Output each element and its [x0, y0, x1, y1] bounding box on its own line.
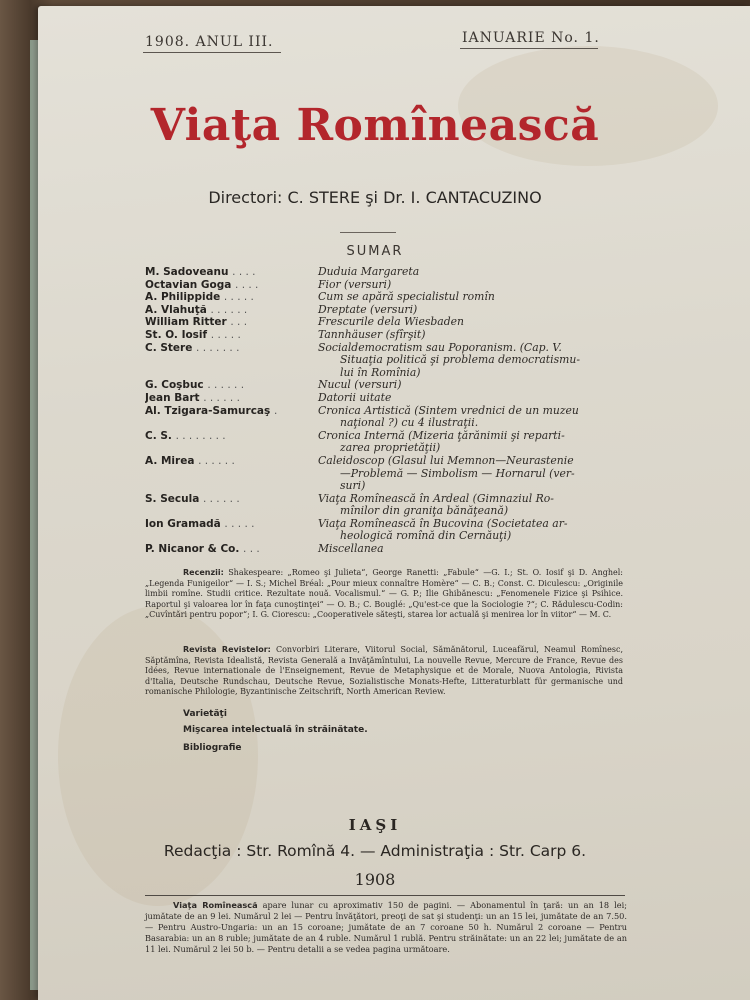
toc-entry — [145, 543, 645, 556]
toc-leader-dots: . — [273, 404, 278, 417]
toc-author — [145, 342, 318, 380]
toc-author — [145, 379, 318, 392]
toc-author-name: Al. Tzigara-Samurcaş — [145, 404, 271, 417]
toc-author — [145, 266, 318, 279]
toc-leader-dots: . . . . . . . — [196, 341, 240, 354]
toc-leader-dots: . . . . — [235, 278, 259, 291]
toc-leader-dots: . . . . . — [223, 291, 254, 304]
toc-entry — [145, 405, 645, 430]
toc-work-line: —Problemă — Simbolism — Hornarul (ver- — [340, 466, 575, 480]
toc-work-title — [318, 329, 645, 342]
toc-entry — [145, 455, 645, 493]
toc-author-name: C. Stere — [145, 341, 193, 354]
toc-entry — [145, 392, 645, 405]
toc-leader-dots: . . . . — [232, 266, 256, 278]
toc-work-title — [318, 405, 645, 430]
section-bibliografie: Bibliografie — [183, 743, 242, 753]
toc-leader-dots: . . . . . . — [203, 391, 240, 404]
toc-author — [145, 405, 318, 430]
toc-leader-dots: . . . . . — [224, 517, 255, 530]
toc-work-line: heologică romînă din Cernăuţi) — [340, 529, 512, 543]
toc-work-line: Frescurile dela Wiesbaden — [318, 315, 464, 329]
toc-work-line: Miscellanea — [318, 542, 384, 556]
toc-work-line: Cronica Internă (Mizeria ţărănimii şi reparti- — [318, 428, 565, 442]
toc-entry — [145, 291, 645, 304]
toc-leader-dots: . . . . . . — [198, 454, 235, 467]
footnote-lead: Viaţa Romînească — [173, 900, 258, 910]
toc-author-name: Ion Gramadă — [145, 517, 221, 530]
toc-work-line: mînilor din graniţa bănăţeană) — [340, 504, 509, 518]
toc-work-title — [318, 430, 645, 455]
toc-author-name: Octavian Goga — [145, 278, 232, 291]
toc-author-name: M. Sadoveanu — [145, 266, 229, 278]
toc-work-line: Socialdemocratism sau Poporanism. (Cap. V. — [318, 340, 562, 354]
toc-author — [145, 455, 318, 493]
toc-author — [145, 279, 318, 292]
toc-work-line: suri) — [340, 479, 366, 493]
toc-work-title — [318, 291, 645, 304]
toc-leader-dots: . . . — [243, 543, 260, 556]
toc-work-line: Dreptate (versuri) — [318, 302, 418, 316]
toc-author — [145, 430, 318, 455]
recenzii-label: Recenzii: — [183, 568, 224, 577]
footnote-rule — [145, 895, 625, 896]
toc-work-line: Datorii uitate — [318, 390, 392, 404]
toc-author-name: Jean Bart — [145, 391, 200, 404]
toc-entry — [145, 329, 645, 342]
toc-author-name: G. Coşbuc — [145, 379, 204, 392]
toc-work-line: Viaţa Romînească în Ardeal (Gimnaziul Ro- — [318, 491, 554, 505]
toc-author — [145, 316, 318, 329]
section-varietati: Varietăţi — [183, 709, 227, 719]
toc-work-title — [318, 392, 645, 405]
toc-work-line: lui în Romînia) — [340, 365, 421, 379]
toc-leader-dots: . . . . . . — [210, 303, 248, 316]
header-rule-right — [460, 48, 598, 49]
imprint-year: 1908 — [354, 870, 396, 889]
toc-work-line: Cum se apără specialistul romîn — [318, 290, 495, 304]
toc-author — [145, 304, 318, 317]
subscription-footnote — [145, 900, 627, 955]
toc-author — [145, 291, 318, 304]
toc-author-name: A. Vlahuţă — [145, 303, 207, 316]
toc-entry — [145, 342, 645, 380]
toc-author — [145, 329, 318, 342]
toc-work-line: Cronica Artistică (Sintem vrednici de un muzeu — [318, 403, 579, 417]
toc-leader-dots: . . . — [230, 316, 248, 329]
toc-author — [145, 543, 318, 556]
toc-work-line: Fior (versuri) — [318, 277, 392, 291]
toc-author-name: S. Secula — [145, 492, 200, 505]
toc-author-name: A. Philippide — [145, 291, 221, 304]
recenzii-block — [145, 568, 623, 621]
imprint-city: IAŞI — [348, 816, 402, 834]
toc-author — [145, 493, 318, 518]
issue-year-volume: 1908. ANUL III. — [145, 34, 274, 50]
sumar-heading: SUMAR — [346, 244, 404, 259]
toc-leader-dots: . . . . . — [210, 328, 241, 341]
toc-work-line: Caleidoscop (Glasul lui Memnon—Neurastenie — [318, 453, 574, 467]
toc-leader-dots: . . . . . . . . — [175, 429, 226, 442]
directors-line: Directori: C. STERE şi Dr. I. CANTACUZINO — [208, 188, 542, 207]
recenzii-text: Shakespeare: „Romeo şi Julieta“, George Ranetti: „Fabule“ —G. I.; St. O. Iosif şi D. Anghel: „Legenda Funigeilor“ — I. S.; Michel Bréal: „Pour mieux connaître Homère“ — C. B.; Const. C. Diculescu: „Originile limbii romîne. Studii critice. Rezultate nouă. Vocalismul.“ — G. P.; Ilie Ghibănescu: „Fenomenele Fizice şi Psihice. Raportul şi valoarea lor în faţa cunoştinţei“ — O. B.; C. Bouglé: „Qu'est-ce que la Sociologie ?“; C. Rădulescu-Codin: „Cuvîntări pentru popor“; I. G. Ciorescu: „Cooperativele săteşti, starea lor actuală şi menirea lor în viitor“ — M. C. — [145, 568, 623, 620]
table-of-contents — [145, 266, 645, 556]
toc-work-title — [318, 518, 645, 543]
toc-work-title — [318, 266, 645, 279]
toc-author-name: A. Mirea — [145, 454, 195, 467]
toc-entry — [145, 430, 645, 455]
toc-work-line: Viaţa Romînească în Bucovina (Societatea ar- — [318, 516, 568, 530]
toc-work-line: Tannhäuser (sfîrşit) — [318, 327, 426, 341]
footnote-text: apare lunar cu aproximativ 150 de pagini. — Abonamentul în ţară: un an 18 lei; jumătate de an 9 lei. Numărul 2 lei — Pentru învăţători, preoţi de sat şi studenţi: un an 15 lei, jumătate de an 7.50. — Pentru Austro-Ungaria: un an 15 coroane; jumătate de an 7 coroane 50 h. Numărul 2 coroane — Pentru Basarabia: un an 8 ruble; jumătate de an 4 ruble. Numărul 1 rublă. Pentru străinătate: un an 22 lei; jumătate de an 11 lei. Numărul 2 lei 50 b. — Pentru detalii a se vedea pagina următoare. — [145, 900, 627, 954]
imprint-address: Redacţia : Str. Romînă 4. — Administraţia : Str. Carp 6. — [163, 842, 587, 860]
toc-entry — [145, 518, 645, 543]
toc-work-line: zarea proprietăţii) — [340, 441, 441, 455]
header-rule-left — [143, 52, 281, 53]
toc-author-name: St. O. Iosif — [145, 328, 208, 341]
toc-leader-dots: . . . . . . — [207, 379, 245, 392]
toc-author — [145, 518, 318, 543]
toc-entry — [145, 379, 645, 392]
revista-text: Convorbiri Literare, Viitorul Social, Sămănătorul, Luceafărul, Neamul Romînesc, Săptămîna, Revista Idealistă, Revista Generală a Invăţămîntului, La nouvelle Revue, Mercure de France, Revue des Idées, Revue internationale de l'Enseignement, Revue de Metaphysique et de Morale, Nuova Antologia, Rivista d'Italia, Deutsche Rundschau, Deutsche Revue, Sozialistische Monats-Hefte, Litteraturblatt für germanische und romanische Philologie, Byzantinische Zeitschrift, North American Review. — [145, 645, 623, 697]
toc-leader-dots: . . . . . . — [202, 492, 240, 505]
issue-month-number: IANUARIE No. 1. — [462, 30, 600, 46]
toc-work-line: naţional ?) cu 4 ilustraţii. — [340, 416, 479, 430]
toc-entry — [145, 266, 645, 279]
toc-author — [145, 392, 318, 405]
toc-work-line: Nucul (versuri) — [318, 378, 402, 392]
toc-work-title — [318, 543, 645, 556]
sumar-rule — [340, 232, 396, 233]
toc-author-name: P. Nicanor & Co. — [145, 543, 240, 556]
toc-work-title — [318, 342, 645, 380]
section-miscarea: Mişcarea intelectuală în străinătate. — [183, 725, 368, 735]
toc-work-title — [318, 493, 645, 518]
toc-author-name: C. S. — [145, 429, 172, 442]
magazine-title: Viaţa Romînească — [150, 100, 600, 151]
toc-entry — [145, 493, 645, 518]
revista-label: Revista Revistelor: — [183, 645, 271, 654]
revista-revistelor-block — [145, 645, 623, 698]
toc-work-line: Duduia Margareta — [318, 265, 420, 278]
toc-work-line: Situaţia politică şi problema democratismu- — [340, 353, 580, 367]
toc-author-name: William Ritter — [145, 316, 227, 329]
toc-work-title — [318, 455, 645, 493]
